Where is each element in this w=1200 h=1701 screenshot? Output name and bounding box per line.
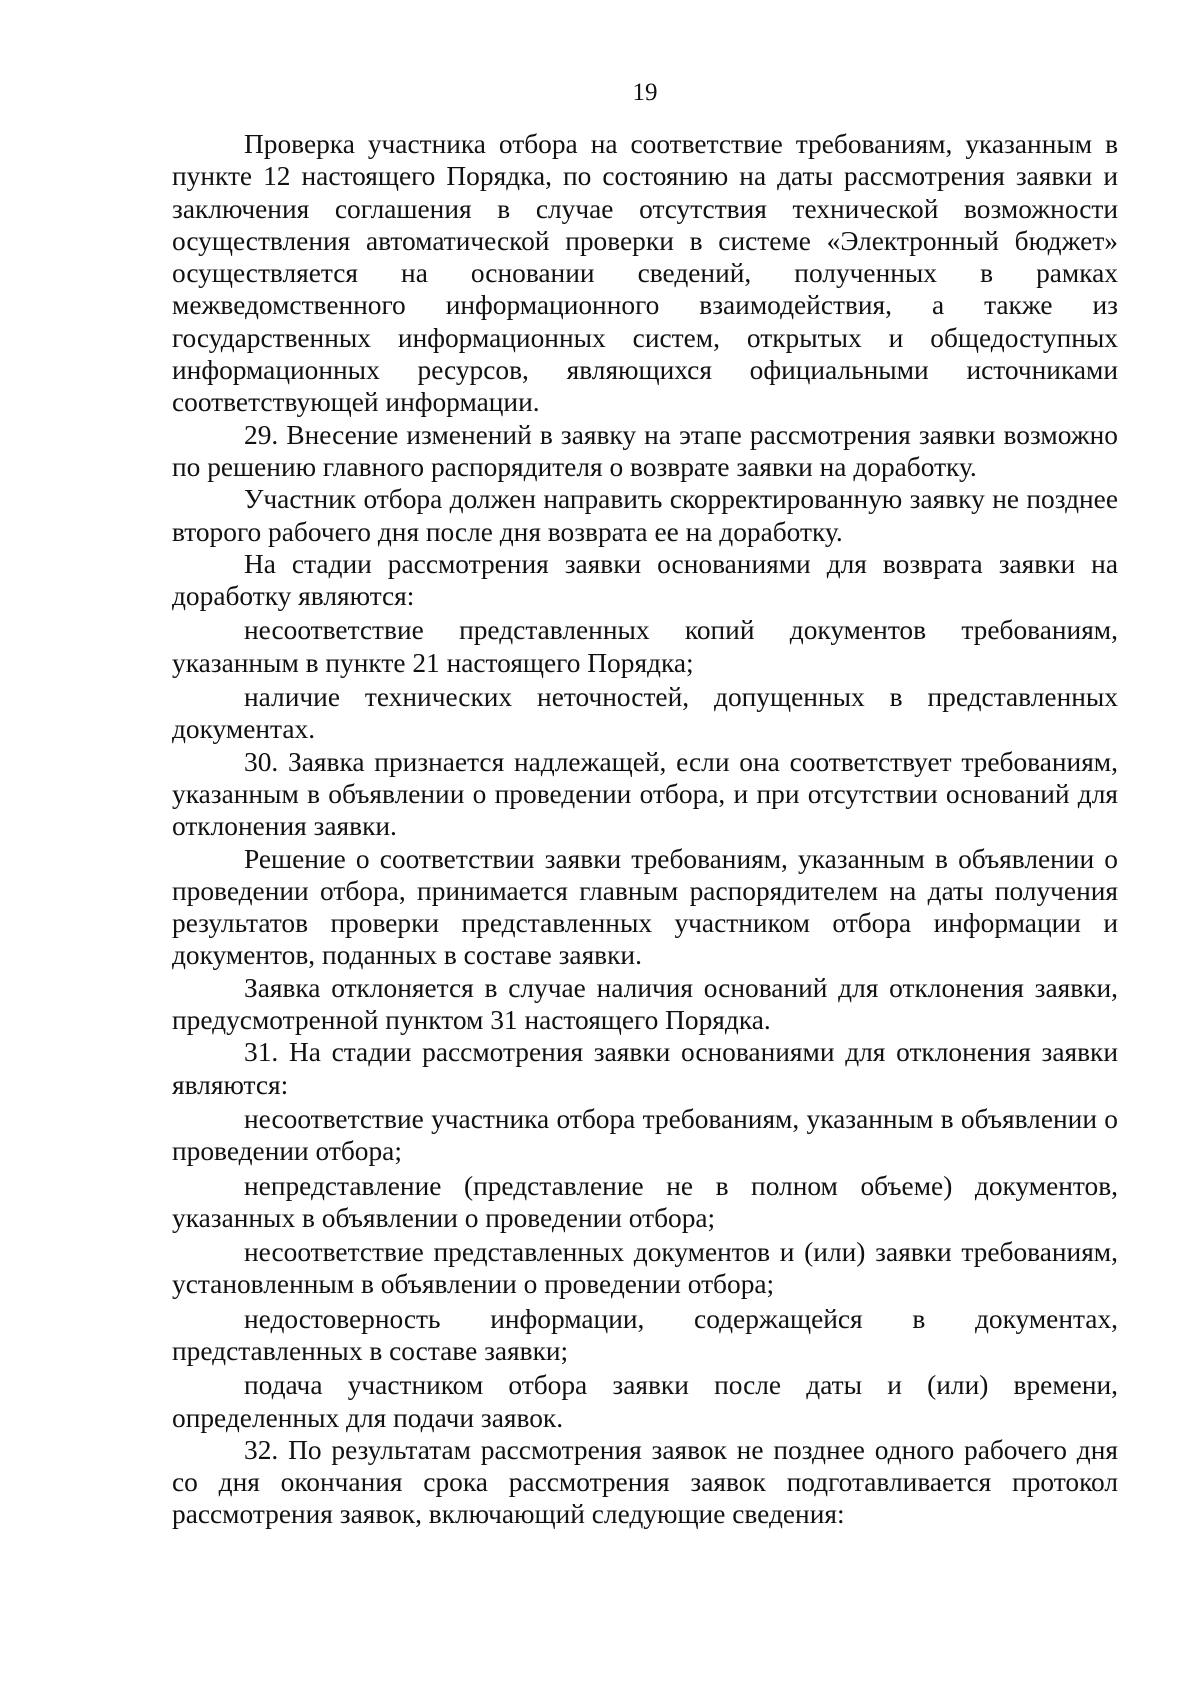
paragraph-return-grounds: На стадии рассмотрения заявки основаниями для возврата заявки на доработку являются: [172, 548, 1118, 612]
list-item-false-information: недостоверность информации, содержащейся в документах, представленных в составе заявки; [172, 1303, 1118, 1366]
paragraph-32: 32. По результатам рассмотрения заявок не позднее одного рабочего дня со дня окончания срока рассмотрения заявок подготавливается протокол рассмотрения заявок, включающий следующие сведения: [172, 1434, 1118, 1530]
paragraph-compliance-decision: Решение о соответствии заявки требованиям, указанным в объявлении о проведении отбора, принимается главным распорядителем на даты получения результатов проверки представленных участником отбора информации и документов, поданных в составе заявки. [172, 843, 1118, 971]
list-item-late-submission: подача участником отбора заявки после даты и (или) времени, определенных для подачи заявок. [172, 1370, 1118, 1433]
list-item-technical-errors: наличие технических неточностей, допущенных в представленных документах. [172, 682, 1118, 745]
document-body [172, 128, 1118, 1531]
page-number: 19 [632, 79, 658, 106]
paragraph-30: 30. Заявка признается надлежащей, если она соответствует требованиям, указанным в объявлении о проведении отбора, и при отсутствии оснований для отклонения заявки. [172, 746, 1118, 842]
paragraph-rejection: Заявка отклоняется в случае наличия оснований для отклонения заявки, предусмотренной пунктом 31 настоящего Порядка. [172, 972, 1118, 1036]
paragraph-verification: Проверка участника отбора на соответствие требованиям, указанным в пункте 12 настоящего Порядка, по состоянию на даты рассмотрения заявки и заключения соглашения в случае отсутствия технической возможности осуществления автоматической проверки в системе «Электронный бюджет» осуществляется на основании сведений, полученных в рамках межведомственного информационного взаимодействия, а также из государственных информационных систем, открытых и общедоступных информационных ресурсов, являющихся официальными источниками соответствующей информации. [172, 129, 1118, 418]
list-item-copies-mismatch: несоответствие представленных копий документов требованиям, указанным в пункте 21 настоящего Порядка; [172, 615, 1118, 678]
paragraph-29: 29. Внесение изменений в заявку на этапе рассмотрения заявки возможно по решению главного распорядителя о возврате заявки на доработку. [172, 419, 1118, 482]
list-item-missing-documents: непредставление (представление не в полном объеме) документов, указанных в объявлении о проведении отбора; [172, 1170, 1118, 1233]
paragraph-corrected-application: Участник отбора должен направить скорректированную заявку не позднее второго рабочего дня после дня возврата ее на доработку. [172, 484, 1118, 547]
list-item-documents-mismatch: несоответствие представленных документов и (или) заявки требованиям, установленным в объявлении о проведении отбора; [172, 1237, 1118, 1300]
paragraph-31: 31. На стадии рассмотрения заявки основаниями для отклонения заявки являются: [172, 1037, 1118, 1100]
list-item-participant-mismatch: несоответствие участника отбора требованиям, указанным в объявлении о проведении отбора; [172, 1103, 1118, 1167]
